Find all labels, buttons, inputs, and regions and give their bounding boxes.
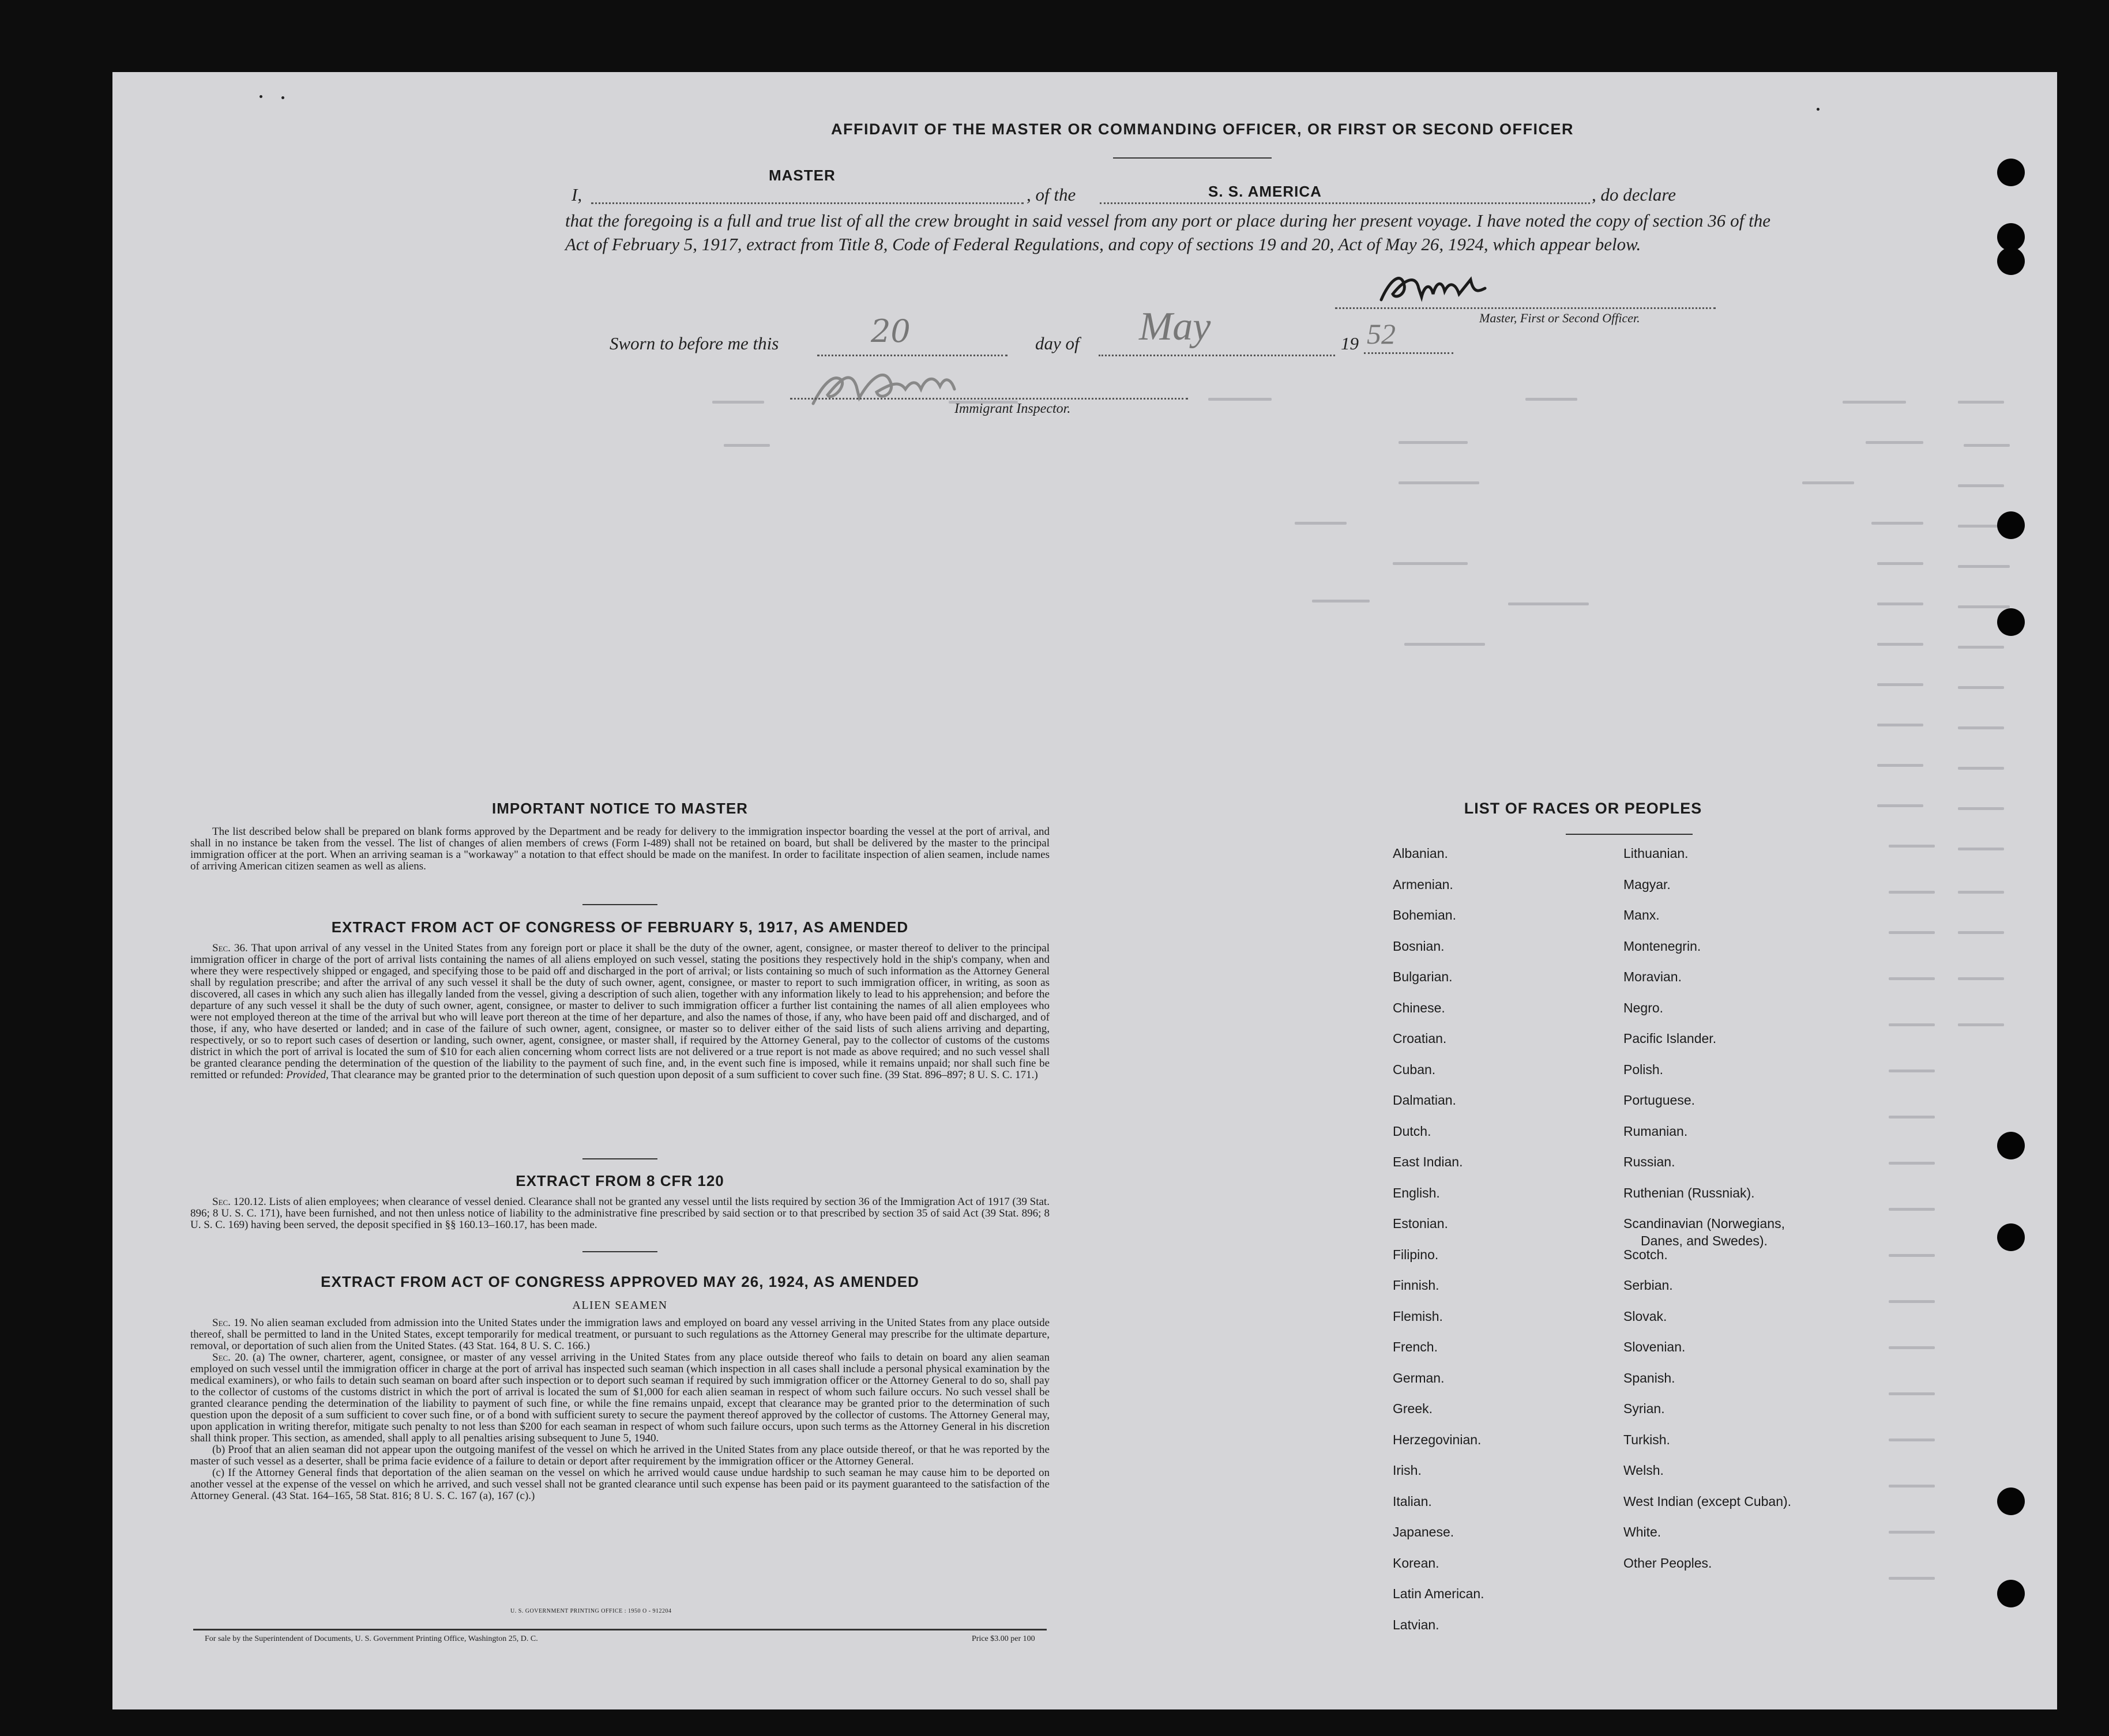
- binder-hole: [1997, 1488, 2025, 1515]
- race-item: German.: [1393, 1370, 1445, 1385]
- officer-rank: MASTER: [769, 167, 836, 184]
- master-signature: [1370, 268, 1514, 311]
- race-item: Polish.: [1623, 1061, 1664, 1077]
- race-item: Latvian.: [1393, 1617, 1439, 1632]
- race-item: Manx.: [1623, 907, 1660, 922]
- binder-hole: [1997, 1223, 2025, 1251]
- race-item: Italian.: [1393, 1493, 1432, 1509]
- declare-mid: , of the: [1027, 184, 1076, 205]
- title-rule: [1113, 157, 1272, 159]
- race-item: Bosnian.: [1393, 938, 1445, 954]
- notice-title: IMPORTANT NOTICE TO MASTER: [492, 800, 748, 817]
- binder-hole: [1997, 511, 2025, 539]
- extract-8cfr-text: Sec. 120.12. Lists of alien employees; when clearance of vessel denied. Clearance shall not be granted any vessel until the lists required by section 36 of the Immigration Act of 1917 (39 Stat. 896; 8 U. S. C. 171), have been furnished, and not then unless notice of liability to the administrative fine prescribed by said section or to that prescribed by section 35 of said Act (39 Stat. 896; 8 U. S. C. 169) having been served, the deposit specified in §§ 160.13–160.17, has been made.: [190, 1196, 1050, 1231]
- race-item: Danes, and Swedes).: [1641, 1233, 1768, 1248]
- inspector-caption: Immigrant Inspector.: [954, 401, 1071, 416]
- race-item: Dalmatian.: [1393, 1093, 1456, 1108]
- race-item: Greek.: [1393, 1401, 1433, 1416]
- binder-hole: [1997, 1132, 2025, 1159]
- race-item: Portuguese.: [1623, 1093, 1696, 1108]
- race-item: Lithuanian.: [1623, 846, 1689, 861]
- race-item: Magyar.: [1623, 876, 1671, 892]
- footer-price: Price $3.00 per 100: [972, 1635, 1035, 1643]
- binder-hole: [1997, 159, 2025, 186]
- race-item: Albanian.: [1393, 846, 1448, 861]
- declare-prefix: I,: [572, 184, 582, 205]
- race-item: Spanish.: [1623, 1370, 1675, 1385]
- extract-8cfr-title: EXTRACT FROM 8 CFR 120: [516, 1172, 724, 1189]
- race-item: Welsh.: [1623, 1463, 1664, 1478]
- race-item: Slovenian.: [1623, 1339, 1686, 1354]
- race-item: White.: [1623, 1524, 1661, 1539]
- binder-hole: [1997, 223, 2025, 251]
- race-item: Scotch.: [1623, 1247, 1668, 1262]
- race-item: West Indian (except Cuban).: [1623, 1493, 1792, 1509]
- sworn-day: 20: [871, 313, 911, 349]
- notice-text: The list described below shall be prepared on blank forms approved by the Department and be ready for delivery to the immigration inspector boarding the vessel at the port of arrival, and shall in no instance be taken from the vessel. The list of changes of alien members of crews (Form I-489) shall not be retained on board, but shall be delivered by the master to the principal immigration officer at the port. When an arriving seaman is a "workaway" a notation to that effect should be made on the manifest. In order to facilitate inspection of alien seamen, include names of arriving American citizen seamen as well as aliens.: [190, 826, 1050, 872]
- race-item: Flemish.: [1393, 1308, 1443, 1324]
- race-item: Bulgarian.: [1393, 969, 1453, 984]
- race-item: Other Peoples.: [1623, 1555, 1712, 1571]
- alien-seamen-subtitle: ALIEN SEAMEN: [572, 1299, 668, 1312]
- footer-sale: For sale by the Superintendent of Documents, U. S. Government Printing Office, Washington 25, D. C.: [205, 1635, 538, 1643]
- race-item: Syrian.: [1623, 1401, 1665, 1416]
- year-prefix: 19: [1341, 333, 1359, 353]
- race-item: Pacific Islander.: [1623, 1031, 1717, 1046]
- race-item: Turkish.: [1623, 1432, 1670, 1447]
- sworn-label: Sworn to before me this: [610, 333, 779, 353]
- affidavit-body: that the foregoing is a full and true list of all the crew brought in said vessel from any port or place during her present voyage. I have noted the copy of section 36 of the Act of February 5, 1917, extract from Title 8, Code of Federal Regulations, and copy of sections 19 and 20, Act of May 26, 1924, which appear below.: [565, 210, 1770, 254]
- sworn-month: May: [1139, 304, 1211, 349]
- race-item: Serbian.: [1623, 1278, 1673, 1293]
- race-item: Ruthenian (Russniak).: [1623, 1185, 1755, 1200]
- race-item: Cuban.: [1393, 1061, 1436, 1077]
- race-item: Estonian.: [1393, 1216, 1448, 1231]
- document-page: [112, 72, 2057, 1709]
- vessel-name: S. S. AMERICA: [1208, 183, 1322, 200]
- race-item: Korean.: [1393, 1555, 1439, 1571]
- declare-suffix: , do declare: [1592, 184, 1676, 205]
- race-item: English.: [1393, 1185, 1440, 1200]
- race-item: Slovak.: [1623, 1308, 1667, 1324]
- race-item: Armenian.: [1393, 876, 1453, 892]
- affidavit-title: AFFIDAVIT OF THE MASTER OR COMMANDING OFFICER, OR FIRST OR SECOND OFFICER: [831, 120, 1574, 138]
- race-item: East Indian.: [1393, 1154, 1463, 1169]
- race-item: Finnish.: [1393, 1278, 1439, 1293]
- race-item: Scandinavian (Norwegians,: [1623, 1216, 1785, 1231]
- race-item: Dutch.: [1393, 1123, 1431, 1139]
- race-item: Herzegovinian.: [1393, 1432, 1482, 1447]
- race-item: Bohemian.: [1393, 907, 1456, 922]
- year-suffix: 52: [1367, 318, 1396, 350]
- race-item: Filipino.: [1393, 1247, 1439, 1262]
- binder-hole: [1997, 1580, 2025, 1607]
- race-item: Latin American.: [1393, 1586, 1484, 1601]
- extract-1924-title: EXTRACT FROM ACT OF CONGRESS APPROVED MAY 26, 1924, AS AMENDED: [321, 1273, 919, 1290]
- race-item: Moravian.: [1623, 969, 1682, 984]
- race-item: Rumanian.: [1623, 1123, 1688, 1139]
- binder-hole: [1997, 608, 2025, 636]
- day-of-label: day of: [1035, 333, 1080, 353]
- binder-hole: [1997, 247, 2025, 275]
- race-item: Chinese.: [1393, 1000, 1445, 1015]
- master-caption: Master, First or Second Officer.: [1479, 311, 1640, 325]
- race-item: Negro.: [1623, 1000, 1664, 1015]
- gpo-line: U. S. GOVERNMENT PRINTING OFFICE : 1950 O - 912204: [510, 1608, 672, 1614]
- extract-1917-title: EXTRACT FROM ACT OF CONGRESS OF FEBRUARY 5, 1917, AS AMENDED: [331, 918, 909, 936]
- race-item: French.: [1393, 1339, 1438, 1354]
- races-title: LIST OF RACES OR PEOPLES: [1464, 800, 1702, 817]
- race-item: Irish.: [1393, 1463, 1422, 1478]
- race-item: Montenegrin.: [1623, 938, 1701, 954]
- race-item: Croatian.: [1393, 1031, 1447, 1046]
- race-item: Japanese.: [1393, 1524, 1454, 1539]
- extract-1917-text: Sec. 36. That upon arrival of any vessel in the United States from any foreign port or place it shall be the duty of the owner, agent, consignee, or master thereof to deliver to the principal immigration officer in charge of the port of arrival lists containing the names of all aliens employed on such vessel, stating the positions they respectively hold in the ship's company, when and where they were respectively shipped or engaged, and specifying those to be paid off and discharged in the port of arrival; or lists containing so much of such information as the Attorney General shall by regulation prescribe; and after the arrival of any such vessel it shall be the duty of such owner, agent, consignee, or master to report to such immigration officer, in writing, as soon as discovered, all cases in which any such alien has illegally landed from the vessel, giving a description of such alien, together with any information likely to lead to his apprehension; and before the departure of any such vessel it shall be the duty of such owner, agent, consignee, or master to deliver to such immigration officer a further list containing the names of all alien employees who were not employed thereon at the time of the arrival but who will leave port thereon at the time of her departure, and also the names of those, if any, who have been paid off and discharged, and of those, if any, who have deserted or landed; and in case of the failure of such owner, agent, consignee, or master so to deliver either of the said lists of such aliens arriving and departing, respectively, or so to report such cases of desertion or landing, such owner, agent, consignee, or master shall, if required by the Attorney General, pay to the collector of customs of the customs district in which the port of arrival is located the sum of $10 for each alien concerning whom correct lists are not delivered or a true report is not made as above required; and no such vessel shall be granted clearance pending the determination of the question of the liability to the payment of such fine, and, in the event such fine is imposed, while it remains unpaid; nor shall such fine be remitted or refunded: Provided, That clearance may be granted prior to the determination of such question upon deposit of a sum sufficient to cover such fine. (39 Stat. 896–897; 8 U. S. C. 171.): [190, 942, 1050, 1081]
- race-item: Russian.: [1623, 1154, 1675, 1169]
- extract-1924-text: Sec. 19. No alien seaman excluded from admission into the United States under the immigration laws and employed on board any vessel arriving in the United States from any place outside thereof, shall be permitted to land in the United States, except temporarily for medical treatment, or pursuant to such regulations as the Attorney General may prescribe for the ultimate departure, removal, or deportation of such alien from the United States. (43 Stat. 164, 8 U. S. C. 166.) Sec. 20. (a) The owner, charterer, agent, consignee, or master of any vessel arriving in the United States from any place outside thereof who fails to detain on board any alien seaman employed on such vessel until the immigration officer in charge at the port of arrival has inspected such seaman (which inspection in all cases shall include a personal physical examination by the medical examiners), or who fails to detain such seaman on board after such inspection or to deport such seaman if required by such immigration officer or the Attorney General to do so, shall pay to the collector of customs of the customs district in which the port of arrival is located the sum of $1,000 for each alien seaman in respect of whom such failure occurs. No such vessel shall be granted clearance pending the determination of the liability to payment of such fine, or while the fine remains unpaid, except that clearance may be granted prior to the determination of such question upon the deposit of a sum sufficient to cover such fine, or of a bond with sufficient surety to secure the payment thereof approved by the collector of customs. The Attorney General may, upon application in writing therefor, mitigate such penalty to not less than $200 for each seaman in respect of whom such failure occurs, upon such terms as the Attorney General in his discretion shall think proper. This section, as amended, shall apply to all penalties arising subsequent to June 5, 1940. (b) Proof that an alien seaman did not appear upon the outgoing manifest of the vessel on which he arrived in the United States from any place outside thereof, or that he was reported by the master of such vessel as a deserter, shall be prima facie evidence of a failure to detain or deport after requirement by the immigration officer or the Attorney General. (c) If the Attorney General finds that deportation of the alien seaman on the vessel on which he arrived would cause undue hardship to such seaman he may cause him to be deported on another vessel at the expense of the vessel on which he arrived, and such vessel shall not be granted clearance until such expense has been paid or its payment guaranteed to the satisfaction of the Attorney General. (43 Stat. 164–165, 58 Stat. 816; 8 U. S. C. 167 (a), 167 (c).): [190, 1317, 1050, 1502]
